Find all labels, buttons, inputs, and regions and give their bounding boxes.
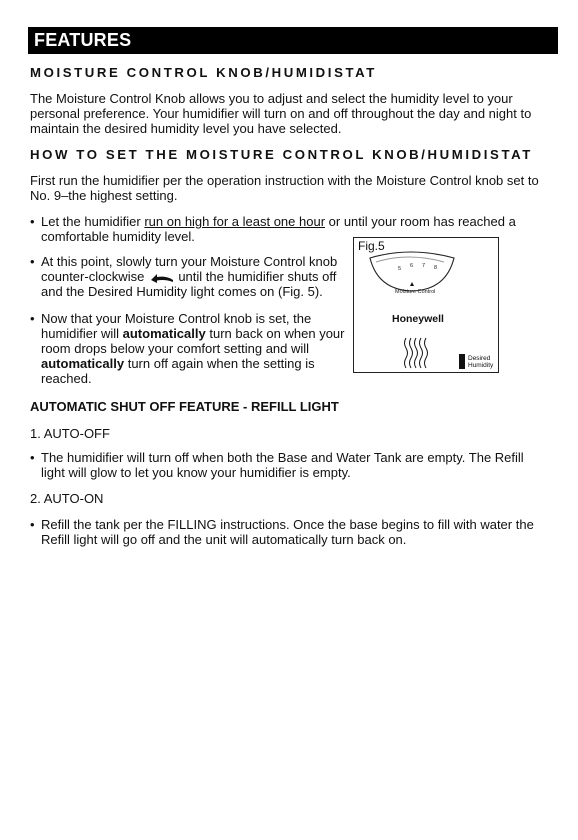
bullet-text: turn back on when your room drops below your comfort setting and will (41, 326, 345, 356)
bullet-line: and the Desired Humidity light comes on (Fig. 5). (41, 284, 323, 299)
setup-bullet-list-3 (30, 311, 350, 386)
auto-off-list (30, 450, 550, 480)
dial-number: 5 (398, 266, 402, 272)
control-panel-illustration (354, 238, 498, 372)
bold-automatically: automatically (122, 326, 206, 341)
dial-number: 6 (410, 263, 414, 269)
steam-icon (405, 338, 428, 368)
auto-shutoff-heading: AUTOMATIC SHUT OFF FEATURE - REFILL LIGHT (30, 399, 339, 414)
how-to-set-intro: First run the humidifier per the operation instruction with the Moisture Control knob set to No. 9–the highest setting. (30, 173, 539, 203)
auto-on-description (30, 517, 550, 547)
bold-automatically: automatically (41, 356, 125, 371)
features-header: FEATURES (28, 27, 558, 54)
bullet-line: At this point, slowly turn your Moisture Control knob (41, 254, 338, 269)
bullet-dot: • (30, 214, 35, 229)
bullet-text: turn off again when the setting is reached. (41, 356, 315, 386)
bullet-dot: • (30, 450, 35, 465)
auto-on-title: 2. AUTO-ON (30, 491, 104, 506)
bullet-automatic (30, 311, 350, 386)
bullet-turn-knob (30, 254, 350, 299)
desired-humidity-light (459, 354, 465, 369)
auto-on-list (30, 517, 550, 547)
section-heading-moisture-control: MOISTURE CONTROL KNOB/HUMIDISTAT (30, 65, 377, 80)
figure-label: Fig.5 (358, 239, 385, 253)
auto-off-description (30, 450, 550, 480)
bullet-text: Refill the tank per the FILLING instructions. Once the base begins to fill with water the Refill light will go off and the unit will automatically turn back on. (41, 517, 534, 547)
bullet-text: The humidifier will turn off when both the Base and Water Tank are empty. The Refill light will glow to let you know your humidifier is empty. (41, 450, 524, 480)
section-heading-how-to-set: HOW TO SET THE MOISTURE CONTROL KNOB/HUMIDISTAT (30, 147, 533, 162)
bullet-dot: • (30, 311, 35, 326)
dial-pointer-icon (410, 282, 414, 286)
bullet-line: counter-clockwise (41, 269, 145, 284)
bullet-text: Let the humidifier (41, 214, 145, 229)
desired-humidity-label: Desired (468, 355, 491, 362)
dial-number: 7 (422, 263, 426, 269)
desired-humidity-label: Humidity (468, 362, 494, 369)
moisture-control-description: The Moisture Control Knob allows you to adjust and select the humidity level to your personal preference. Your humidifier will turn on and off throughout the day and night to maintain the desired humidity level you have selected. (30, 91, 532, 136)
dial-number: 8 (434, 265, 438, 271)
auto-off-title: 1. AUTO-OFF (30, 426, 110, 441)
figure-5 (353, 237, 499, 373)
counter-clockwise-arrow-icon (150, 273, 174, 283)
bullet-line: until the humidifier shuts off (178, 269, 337, 284)
bullet-dot: • (30, 517, 35, 532)
bullet-text: or until your room has reached a comfortable humidity level. (41, 214, 516, 244)
honeywell-logo: Honeywell (392, 313, 444, 325)
dial-arc (376, 257, 444, 262)
setup-bullet-list-2 (30, 254, 350, 299)
underlined-run-time: run on high for a least one hour (144, 214, 326, 229)
moisture-control-label: Moisture Control (395, 289, 436, 295)
bullet-text: Now that your Moisture Control knob is set, the humidifier will (41, 311, 312, 341)
bullet-dot: • (30, 254, 35, 269)
